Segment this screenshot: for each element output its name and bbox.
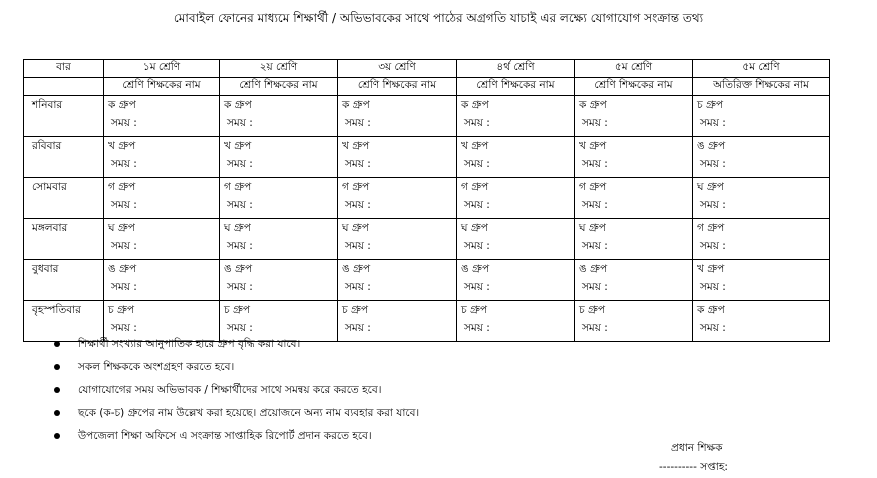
time-label: সময় : [345, 199, 371, 211]
group-label: চ গ্রুপ [579, 304, 606, 316]
instruction-list [50, 337, 419, 452]
schedule-cell [104, 96, 220, 137]
time-label: সময় : [111, 240, 137, 252]
time-label: সময় : [700, 240, 726, 252]
schedule-cell [338, 260, 457, 301]
time-label: সময় : [227, 158, 253, 170]
teacher-label-header: শ্রেণি শিক্ষকের নাম [457, 78, 575, 96]
group-label: ঘ গ্রুপ [108, 222, 135, 234]
time-label: সময় : [345, 117, 371, 129]
group-label: খ গ্রুপ [461, 140, 489, 152]
schedule-cell [104, 260, 220, 301]
group-label: ক গ্রুপ [579, 99, 607, 111]
time-label: সময় : [582, 199, 608, 211]
time-label: সময় : [227, 322, 253, 334]
time-label: সময় : [700, 117, 726, 129]
teacher-label-header: অতিরিক্ত শিক্ষকের নাম [693, 78, 830, 96]
group-label: চ গ্রুপ [697, 99, 724, 111]
group-label: গ গ্রুপ [342, 181, 370, 193]
group-label: ঙ গ্রুপ [579, 263, 608, 275]
schedule-cell [457, 137, 575, 178]
teacher-label-header: শ্রেণি শিক্ষকের নাম [338, 78, 457, 96]
time-label: সময় : [464, 322, 490, 334]
schedule-cell [104, 178, 220, 219]
group-label: ঙ গ্রুপ [224, 263, 253, 275]
list-item [50, 429, 419, 452]
time-label: সময় : [111, 199, 137, 211]
list-item [50, 406, 419, 429]
group-label: ঘ গ্রুপ [224, 222, 251, 234]
time-label: সময় : [111, 117, 137, 129]
group-label: খ গ্রুপ [579, 140, 607, 152]
table-row [24, 96, 830, 137]
table-row [24, 219, 830, 260]
bullet-icon [54, 341, 60, 347]
schedule-cell [338, 178, 457, 219]
group-label: গ গ্রুপ [461, 181, 489, 193]
schedule-cell [693, 96, 830, 137]
bullet-icon [54, 433, 60, 439]
group-label: চ গ্রুপ [461, 304, 488, 316]
schedule-cell [575, 178, 693, 219]
group-label: চ গ্রুপ [108, 304, 135, 316]
time-label: সময় : [700, 281, 726, 293]
time-label: সময় : [111, 158, 137, 170]
time-label: সময় : [111, 281, 137, 293]
week-line: ---------- সপ্তাহ: [659, 461, 728, 473]
group-label: ঘ গ্রুপ [579, 222, 606, 234]
group-label: খ গ্রুপ [224, 140, 252, 152]
group-label: ক গ্রুপ [224, 99, 252, 111]
day-cell: মঙ্গলবার [24, 219, 104, 260]
note-text: সকল শিক্ষককে অংশগ্রহণ করতে হবে। [78, 361, 235, 373]
schedule-cell [457, 260, 575, 301]
time-label: সময় : [345, 281, 371, 293]
time-label: সময় : [582, 158, 608, 170]
note-text: উপজেলা শিক্ষা অফিসে এ সংক্রান্ত সাপ্তাহিক রিপোর্ট প্রদান করতে হবে। [78, 430, 372, 442]
document-title: মোবাইল ফোনের মাধ্যমে শিক্ষার্থী / অভিভাবকের সাথে পাঠের অগ্রগতি যাচাই এর লক্ষ্যে যোগাযোগ সংক্রান্ত তথ্য [173, 11, 704, 25]
teacher-label-header: শ্রেণি শিক্ষকের নাম [104, 78, 220, 96]
list-item [50, 337, 419, 360]
time-label: সময় : [582, 281, 608, 293]
class-header: ৫ম শ্রেণি [693, 60, 830, 78]
time-label: সময় : [345, 322, 371, 334]
schedule-cell [693, 260, 830, 301]
group-label: খ গ্রুপ [108, 140, 136, 152]
schedule-cell [693, 178, 830, 219]
table-row [24, 260, 830, 301]
time-label: সময় : [700, 199, 726, 211]
group-label: চ গ্রুপ [342, 304, 369, 316]
note-text: ছকে (ক-চ) গ্রুপের নাম উল্লেখ করা হয়েছে। প্রয়োজনে অন্য নাম ব্যবহার করা যাবে। [78, 407, 420, 419]
bullet-icon [54, 387, 60, 393]
group-label: ঙ গ্রুপ [108, 263, 137, 275]
schedule-cell [693, 301, 830, 342]
group-label: ক গ্রুপ [108, 99, 136, 111]
schedule-cell [457, 301, 575, 342]
time-label: সময় : [227, 240, 253, 252]
day-cell: বুধবার [24, 260, 104, 301]
schedule-cell [220, 301, 338, 342]
schedule-cell [104, 219, 220, 260]
schedule-cell [104, 137, 220, 178]
day-cell: সোমবার [24, 178, 104, 219]
note-text: শিক্ষার্থী সংখ্যার আনুপাতিক হারে গ্রুপ বৃদ্ধি করা যাবে। [78, 338, 301, 350]
group-label: গ গ্রুপ [697, 222, 725, 234]
schedule-cell [338, 301, 457, 342]
class-header: ৪র্থ শ্রেণি [457, 60, 575, 78]
time-label: সময় : [345, 240, 371, 252]
schedule-cell [693, 219, 830, 260]
time-label: সময় : [464, 240, 490, 252]
time-label: সময় : [582, 240, 608, 252]
group-label: ঙ গ্রুপ [342, 263, 371, 275]
schedule-cell [457, 219, 575, 260]
schedule-cell [575, 260, 693, 301]
time-label: সময় : [227, 281, 253, 293]
class-header: ৩য় শ্রেণি [338, 60, 457, 78]
day-cell: শনিবার [24, 96, 104, 137]
headmaster-title: প্রধান শিক্ষক [671, 442, 723, 454]
schedule-cell [693, 137, 830, 178]
schedule-cell [338, 96, 457, 137]
group-label: ঘ গ্রুপ [342, 222, 369, 234]
schedule-cell [575, 301, 693, 342]
time-label: সময় : [464, 117, 490, 129]
time-label: সময় : [464, 158, 490, 170]
group-label: ক গ্রুপ [461, 99, 489, 111]
note-text: যোগাযোগের সময় অভিভাবক / শিক্ষার্থীদের সাথে সমন্বয় করে করতে হবে। [78, 384, 382, 396]
schedule-cell [575, 96, 693, 137]
time-label: সময় : [582, 322, 608, 334]
table-row [24, 301, 830, 342]
time-label: সময় : [464, 281, 490, 293]
schedule-cell [220, 219, 338, 260]
group-label: গ গ্রুপ [579, 181, 607, 193]
schedule-cell [575, 137, 693, 178]
schedule-cell [457, 178, 575, 219]
schedule-cell [220, 137, 338, 178]
class-header-row [24, 60, 830, 78]
schedule-table [23, 59, 830, 342]
time-label: সময় : [700, 322, 726, 334]
time-label: সময় : [227, 199, 253, 211]
group-label: খ গ্রুপ [697, 263, 725, 275]
day-header: বার [24, 60, 104, 78]
time-label: সময় : [111, 322, 137, 334]
schedule-cell [338, 219, 457, 260]
time-label: সময় : [345, 158, 371, 170]
group-label: ঘ গ্রুপ [461, 222, 488, 234]
teacher-label-header: শ্রেণি শিক্ষকের নাম [220, 78, 338, 96]
time-label: সময় : [700, 158, 726, 170]
teacher-header-row [24, 78, 830, 96]
schedule-cell [220, 260, 338, 301]
schedule-cell [457, 96, 575, 137]
day-cell: রবিবার [24, 137, 104, 178]
class-header: ১ম শ্রেণি [104, 60, 220, 78]
schedule-cell [338, 137, 457, 178]
table-row [24, 137, 830, 178]
day-cell: বৃহস্পতিবার [24, 301, 104, 342]
time-label: সময় : [582, 117, 608, 129]
schedule-cell [220, 96, 338, 137]
group-label: ক গ্রুপ [697, 304, 725, 316]
group-label: গ গ্রুপ [108, 181, 136, 193]
group-label: ঙ গ্রুপ [461, 263, 490, 275]
group-label: ঘ গ্রুপ [697, 181, 724, 193]
class-header: ৫ম শ্রেণি [575, 60, 693, 78]
bullet-icon [54, 364, 60, 370]
schedule-cell [220, 178, 338, 219]
table-row [24, 178, 830, 219]
time-label: সময় : [464, 199, 490, 211]
time-label: সময় : [227, 117, 253, 129]
group-label: ক গ্রুপ [342, 99, 370, 111]
group-label: খ গ্রুপ [342, 140, 370, 152]
schedule-cell [104, 301, 220, 342]
day-header-blank [24, 78, 104, 96]
list-item [50, 383, 419, 406]
class-header: ২য় শ্রেণি [220, 60, 338, 78]
group-label: গ গ্রুপ [224, 181, 252, 193]
list-item [50, 360, 419, 383]
teacher-label-header: শ্রেণি শিক্ষকের নাম [575, 78, 693, 96]
bullet-icon [54, 410, 60, 416]
group-label: চ গ্রুপ [224, 304, 251, 316]
schedule-cell [575, 219, 693, 260]
group-label: ঙ গ্রুপ [697, 140, 726, 152]
